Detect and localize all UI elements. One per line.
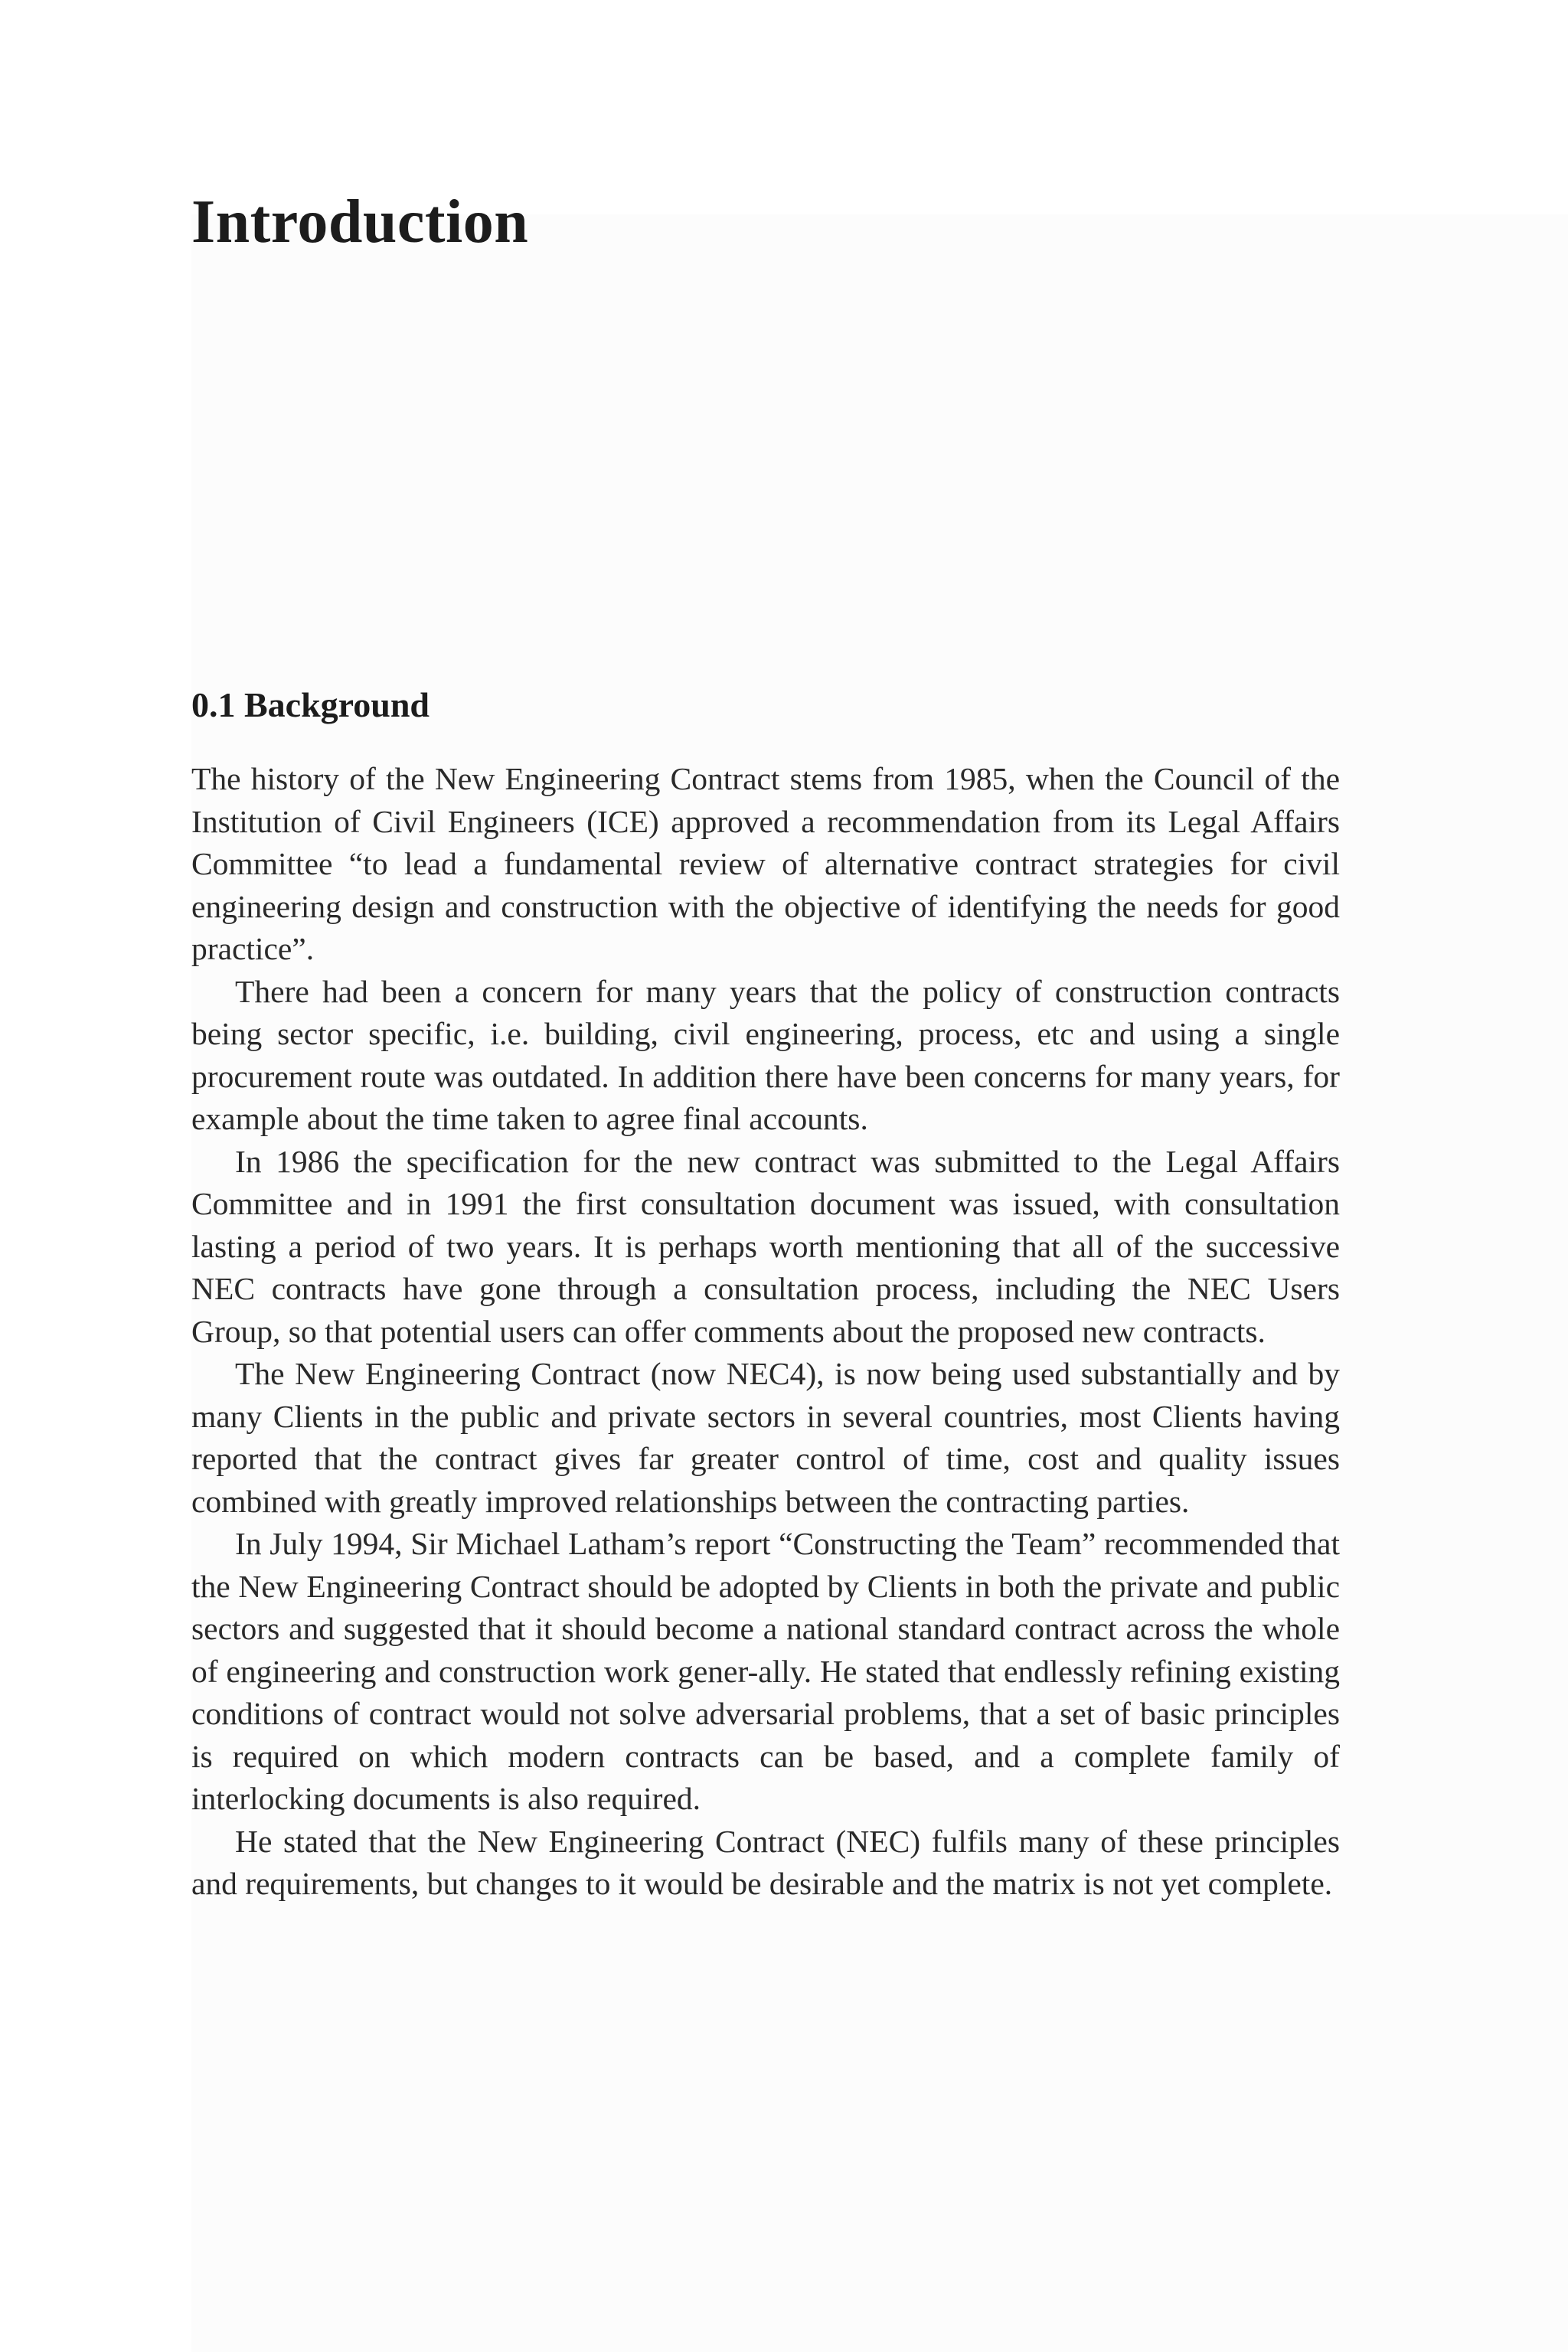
paragraph: There had been a concern for many years that the policy of construction contracts being sector specific, i.e. building, civil engineering, process, etc and using a single procurement route was outdated. In addition there have been concerns for many years, for example about the time taken to agree final accounts.: [191, 973, 1340, 1136]
paragraph: The history of the New Engineering Contract stems from 1985, when the Council of the Institution of Civil Engineers (ICE) approved a recommendation from its Legal Affairs Committee “to lead a fundamental review of alternative contract strategies for civil engineering design and construction with the objective of identifying the needs for good practice”.: [191, 761, 1340, 966]
section-heading: 0.1 Background: [191, 685, 430, 724]
paragraph: In 1986 the specification for the new contract was submitted to the Legal Affairs Committee and in 1991 the first consultation document was issued, with consultation lasting a period of two years. It is perhaps worth mentioning that all of the successive NEC contracts have gone through a consultation process, including the NEC Users Group, so that potential users can offer comments about the proposed new contracts.: [191, 1143, 1340, 1349]
paragraph: He stated that the New Engineering Contract (NEC) fulfils many of these principles and requirements, but changes to it would be desirable and the matrix is not yet complete.: [191, 1823, 1340, 1901]
section-body: [191, 758, 1340, 1906]
paragraph: The New Engineering Contract (now NEC4), is now being used substantially and by many Clients in the public and private sectors in several countries, most Clients having reported that the contract gives far greater control of time, cost and quality issues combined with greatly improved relationships between the contracting parties.: [191, 1356, 1340, 1519]
chapter-title: Introduction: [191, 188, 529, 256]
paragraph: In July 1994, Sir Michael Latham’s report “Constructing the Team” recommended that the New Engineering Contract should be adopted by Clients in both the private and public sectors and suggested that it should become a national standard contract across the whole of engineering and construction work gener-ally. He stated that endlessly refining existing conditions of contract would not solve adversarial problems, that a set of basic principles is required on which modern contracts can be based, and a complete family of interlocking documents is also required.: [191, 1526, 1340, 1816]
